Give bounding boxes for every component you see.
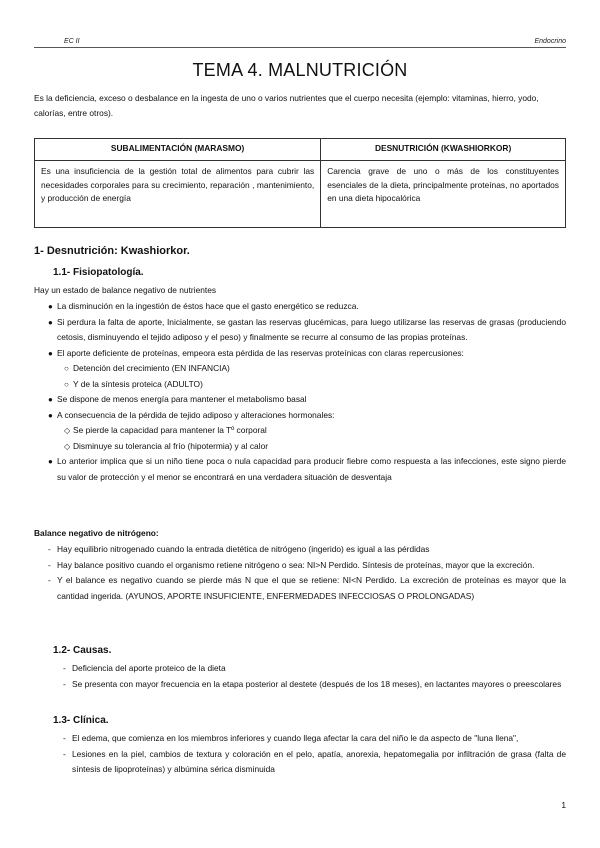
lead-text: Hay un estado de balance negativo de nutrientes	[34, 285, 217, 295]
nitrogen-heading: Balance negativo de nitrógeno:	[34, 528, 159, 538]
clinica-list	[63, 731, 566, 778]
list-item: ● Lo anterior implica que si un niño tiene poca o nula capacidad para producir fiebre como respuesta a las infecciones, este signo pierde su valor de protección y el menor se encontrará en una verdadera situación de desventaja	[48, 456, 566, 482]
table-cell-marasmo: Es una insuficiencia de la gestión total de alimentos para cubrir las necesidades corporales para su crecimiento, reparación , mantenimiento, y producción de energía	[35, 161, 321, 228]
list-item: ● La disminución en la ingestión de éstos hace que el gasto energético se reduzca.	[48, 301, 359, 311]
causas-list	[63, 661, 566, 692]
subsection-fisiopatologia: 1.1- Fisiopatología.	[53, 267, 144, 278]
list-item: ● Si perdura la falta de aporte, Inicialmente, se gastan las reservas glucémicas, para luego utilizarse las reservas de grasas (produciendo cetosis, disminuyendo el tejido adiposo y el peso) y finalmente se recurre al consumo de las propias proteínas.	[48, 316, 566, 342]
table-header-kwashiorkor: DESNUTRICIÓN (KWASHIORKOR)	[321, 139, 566, 161]
fisiopatologia-list	[48, 299, 566, 485]
list-item: ● El aporte deficiente de proteínas, empeora esta pérdida de las reservas proteínicas con claras repercusiones:	[48, 347, 464, 358]
list-item: - Hay balance positivo cuando el organismo retiene nitrógeno o sea: NI>N Perdido. Síntesis de proteínas, mayor que la excreción.	[48, 559, 535, 570]
subsection-clinica: 1.3- Clínica.	[53, 715, 109, 726]
list-item: ○ Detención del crecimiento (EN INFANCIA)	[64, 363, 230, 373]
list-item: - Lesiones en la piel, cambios de textura y coloración en el pelo, apatía, anorexia, hepatomegalia por infiltración de grasa (falta de síntesis de lipoproteínas) y albúmina sérica disminuida	[63, 748, 566, 774]
section-heading: 1- Desnutrición: Kwashiorkor.	[34, 245, 190, 257]
list-item: - Hay equilibrio nitrogenado cuando la entrada dietética de nitrógeno (ingerido) es igual a las pérdidas	[48, 544, 430, 554]
table-cell-kwashiorkor: Carencia grave de uno o más de los constituyentes esenciales de la dieta, principalmente proteínas, no aportados en una dieta hipocalórica	[321, 161, 566, 228]
list-item: - Se presenta con mayor frecuencia en la etapa posterior al destete (después de los 18 meses), en lactantes mayores o preescolares	[63, 678, 562, 689]
list-item: ◇ Disminuye su tolerancia al frío (hipotermia) y al calor	[64, 440, 269, 451]
nitrogen-list	[48, 542, 566, 604]
header-left: EC II	[64, 38, 80, 45]
list-item: ● Se dispone de menos energía para mantener el metabolismo basal	[48, 394, 307, 404]
list-item: - Y el balance es negativo cuando se pierde más N que el que se retiene: NI<N Perdido. La excreción de proteínas es mayor que la cantidad ingerida. (AYUNOS, APORTE INSUFICIENTE, ENFERMEDADES INFECCIOSAS O PROLONGADAS)	[48, 575, 566, 601]
page-number: 1	[561, 800, 566, 810]
comparison-table	[34, 138, 566, 228]
list-item: - Deficiencia del aporte proteico de la dieta	[63, 663, 226, 673]
list-item: - El edema, que comienza en los miembros inferiores y cuando llega afectar la cara del niño le da aspecto de "luna llena",	[63, 733, 519, 743]
table-header-marasmo: SUBALIMENTACIÓN (MARASMO)	[35, 139, 321, 161]
subsection-causas: 1.2- Causas.	[53, 645, 112, 656]
list-item: ◇ Se pierde la capacidad para mantener la Tº corporal	[64, 425, 267, 435]
page-title: TEMA 4. MALNUTRICIÓN	[192, 60, 408, 80]
header-divider	[34, 47, 566, 48]
list-item: ● A consecuencia de la pérdida de tejido adiposo y alteraciones hormonales:	[48, 409, 335, 420]
intro-paragraph: Es la deficiencia, exceso o desbalance en la ingesta de uno o varios nutrientes que el cuerpo necesita (ejemplo: vitaminas, hierro, yodo, calorías, entre otros).	[34, 93, 539, 118]
header-right: Endocrino	[534, 38, 566, 45]
list-item: ○ Y de la síntesis proteica (ADULTO)	[64, 378, 203, 389]
